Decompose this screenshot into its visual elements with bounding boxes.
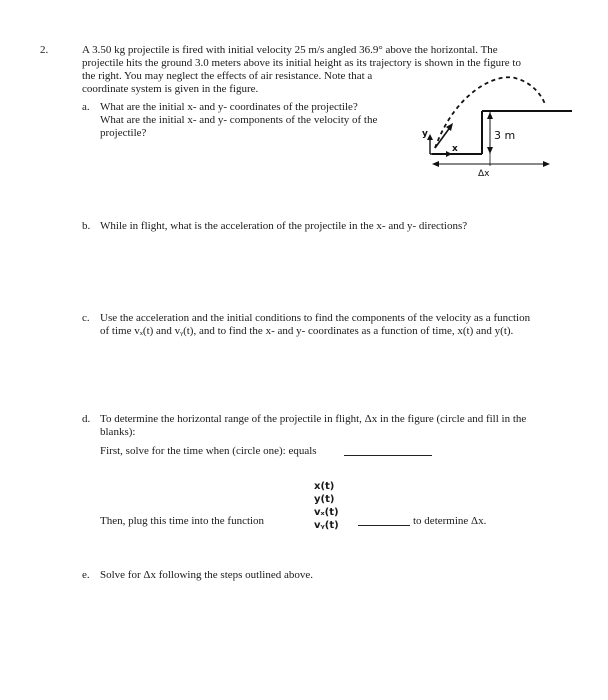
second-blank[interactable] xyxy=(358,525,410,526)
height-label: 3 m xyxy=(494,129,516,142)
part-a-line-2: What are the initial x- and y- components of the velocity of the xyxy=(100,114,378,126)
intro-line-4: coordinate system is given in the figure. xyxy=(82,83,259,95)
range-label: Δx xyxy=(478,169,490,179)
part-c-label: c. xyxy=(82,312,90,324)
y-axis-label: y xyxy=(422,129,428,139)
trajectory-figure xyxy=(410,68,580,180)
problem-number: 2. xyxy=(40,44,49,56)
option-vy-of-t[interactable]: vᵧ(t) xyxy=(314,520,339,531)
part-d-line-1: To determine the horizontal range of the projectile in flight, Δx in the figure (circle and fill in the xyxy=(100,413,527,425)
option-x-of-t[interactable]: x(t) xyxy=(314,481,335,492)
velocity-arrowhead xyxy=(446,123,453,131)
determine-text: to determine Δx. xyxy=(413,515,487,527)
part-e-label: e. xyxy=(82,569,90,581)
part-b-label: b. xyxy=(82,220,91,232)
part-d-line-2: blanks): xyxy=(100,426,136,438)
part-d-label: d. xyxy=(82,413,91,425)
intro-line-1: A 3.50 kg projectile is fired with initial velocity 25 m/s angled 36.9° above the horizontal. The xyxy=(82,44,498,56)
part-c-line-1: Use the acceleration and the initial conditions to find the components of the velocity as a function xyxy=(100,312,531,324)
then-step-text: Then, plug this time into the function xyxy=(100,515,265,527)
part-e-text: Solve for Δx following the steps outlined above. xyxy=(100,569,313,581)
intro-line-2: projectile hits the ground 3.0 meters above its initial height as its trajectory is shown in the figure to xyxy=(82,57,521,69)
x-axis-label: x xyxy=(452,144,458,154)
part-a-line-3: projectile? xyxy=(100,127,147,139)
part-a-line-1: What are the initial x- and y- coordinates of the projectile? xyxy=(100,101,358,113)
part-a-label: a. xyxy=(82,101,90,113)
intro-line-3: the right. You may neglect the effects of air resistance. Note that a xyxy=(82,70,373,82)
first-blank[interactable] xyxy=(344,455,432,456)
part-c-line-2: of time vₓ(t) and vᵧ(t), and to find the x- and y- coordinates as a function of time, x(t) and y(t). xyxy=(100,325,514,337)
part-b-text: While in flight, what is the acceleration of the projectile in the x- and y- directions? xyxy=(100,220,468,232)
first-step-text: First, solve for the time when (circle one): equals xyxy=(100,445,317,457)
velocity-vector xyxy=(435,126,451,148)
option-vx-of-t[interactable]: vₓ(t) xyxy=(314,507,339,518)
option-y-of-t[interactable]: y(t) xyxy=(314,494,335,505)
